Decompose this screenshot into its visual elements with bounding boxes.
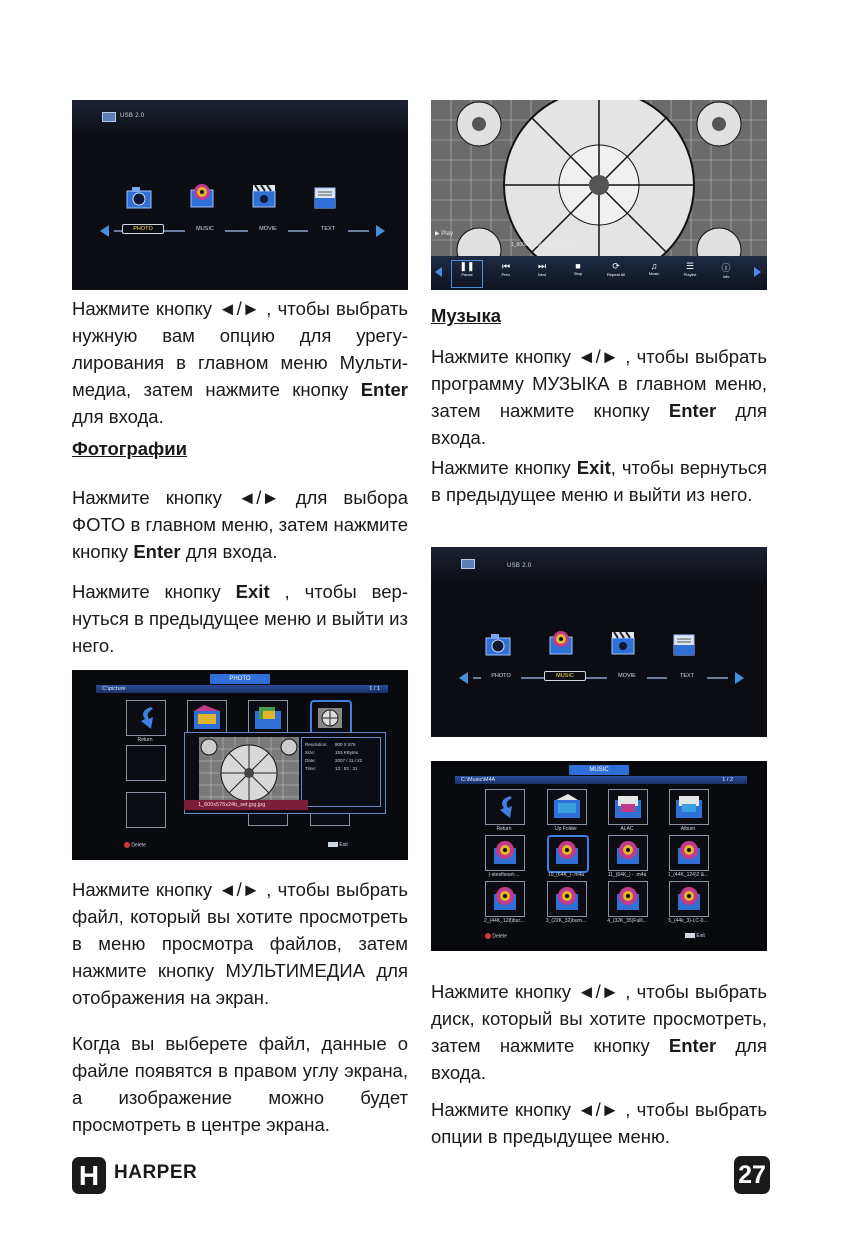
red-button-icon xyxy=(124,842,130,848)
date-label: Date: xyxy=(305,758,316,763)
screen-header xyxy=(72,100,408,138)
tile-label: Return xyxy=(496,826,512,832)
repeat-icon: ⟳ xyxy=(612,261,620,271)
menu-item-music[interactable]: MUSIC xyxy=(185,226,225,232)
source-label: USB 2.0 xyxy=(507,563,532,569)
exit-hint: Exit xyxy=(685,933,705,939)
playback-control-bar xyxy=(431,256,767,290)
exit-key-icon xyxy=(685,933,695,938)
left-para-4: Нажмите кнопку ◄/► , чтобы выбрать файл, который вы хотите просмотреть в меню просмотра файлов, затем нажмите кнопку МУЛЬТИМЕДИА для отображения на экран. xyxy=(72,879,408,1008)
menu-item-text[interactable]: TEXT xyxy=(667,673,707,679)
folder-icon xyxy=(548,790,586,824)
return-arrow-icon xyxy=(486,790,524,824)
heading-music: Музыка xyxy=(431,305,501,326)
harper-brand-name: HARPER xyxy=(114,1162,198,1183)
music-path-bar: C:\Music\M4A 1 / 2 xyxy=(455,776,747,784)
info-icon: ⓘ xyxy=(721,263,731,273)
tile-label: 11_(64K_) - .m4a xyxy=(607,872,647,878)
music-file-tile[interactable] xyxy=(547,881,587,917)
harper-logo-mark: H xyxy=(72,1157,106,1194)
tile-label: Up Folder xyxy=(555,826,577,832)
music-file-tile[interactable] xyxy=(669,835,709,871)
control-left-arrow-icon[interactable] xyxy=(435,267,442,277)
left-para-3: Нажмите кнопку Exit , чтобы вернуться в предыдущее меню и выйти из него. xyxy=(72,581,408,656)
control-right-arrow-icon[interactable] xyxy=(754,267,761,277)
tile-label: 10_(64K_)-.m4a xyxy=(547,872,585,878)
right-arrow-icon[interactable] xyxy=(376,225,385,237)
return-label: Return xyxy=(137,737,153,743)
music-disc-icon xyxy=(486,882,524,916)
delete-hint: Delete xyxy=(124,842,146,848)
folder-tile[interactable] xyxy=(608,789,648,825)
heading-photo: Фотографии xyxy=(72,438,187,459)
right-para-3: Нажмите кнопку ◄/► , чтобы выбрать диск, который вы хотите просмотреть, затем нажмите кнопку Enter для входа. xyxy=(431,981,767,1083)
usb-drive-icon xyxy=(461,559,475,569)
folder-tile[interactable] xyxy=(187,700,227,736)
test-pattern-image xyxy=(431,100,767,260)
tile-label: ALAC xyxy=(620,826,634,832)
photo-camera-icon xyxy=(483,629,513,659)
return-arrow-icon xyxy=(127,701,165,735)
tile-label: 2_(44K_128)bur... xyxy=(483,918,525,924)
photo-page-count: 1 / 1 xyxy=(369,686,380,692)
folder-icon xyxy=(670,790,708,824)
folder-icon xyxy=(609,790,647,824)
right-arrow-icon[interactable] xyxy=(735,672,744,684)
right-para-1: Нажмите кнопку ◄/► , чтобы выбрать программу МУЗЫКА в главном меню, затем нажмите кнопку Enter для входа. xyxy=(431,346,767,448)
red-button-icon xyxy=(485,933,491,939)
menu-item-photo[interactable]: PHOTO xyxy=(122,224,164,234)
folder-tile-2[interactable] xyxy=(669,789,709,825)
time-label: Time: xyxy=(305,766,317,771)
photo-path-bar: C:\picture 1 / 1 xyxy=(96,685,388,693)
left-para-1: Нажмите кнопку ◄/► , чтобы выбрать нужную вам опцию для урегулирования в главном меню Мультимедиа, затем нажмите кнопку Enter для входа. xyxy=(72,298,408,427)
tile-label: 5_(44k_3)-LC-0... xyxy=(668,918,708,924)
tile-label: 3_(22K_32)burn... xyxy=(545,918,587,924)
right-para-4: Нажмите кнопку ◄/► , чтобы выбрать опции в предыдущее меню. xyxy=(431,1099,767,1147)
music-file-tile[interactable] xyxy=(608,835,648,871)
tile-label: 4_(32K_35)Fulli... xyxy=(607,918,647,924)
tile-label: Album xyxy=(680,826,696,832)
music-main-menu-screenshot xyxy=(431,547,767,737)
test-pattern-thumbnail-icon xyxy=(312,702,348,734)
size-label: Size: xyxy=(305,750,316,755)
music-file-tile[interactable] xyxy=(485,881,525,917)
play-icon: ▶ xyxy=(435,231,440,237)
text-document-icon xyxy=(669,629,699,659)
empty-tile xyxy=(126,792,166,828)
return-tile[interactable] xyxy=(485,789,525,825)
music-disc-icon xyxy=(609,882,647,916)
exit-key-icon xyxy=(328,842,338,847)
source-label: USB 2.0 xyxy=(120,113,145,119)
control-repeat[interactable]: ⟳ Repeat All xyxy=(599,261,633,277)
menu-item-music[interactable]: MUSIC xyxy=(544,671,586,681)
photo-info-box xyxy=(301,737,381,807)
screen-header xyxy=(431,547,767,585)
music-browser-screenshot xyxy=(431,761,767,951)
music-disc-icon xyxy=(670,836,708,870)
delete-hint: Delete xyxy=(485,933,507,939)
play-status: ▶ Play xyxy=(435,231,453,237)
folder-tile-2[interactable] xyxy=(248,700,288,736)
test-pattern-preview xyxy=(199,737,299,809)
text-document-icon xyxy=(310,182,340,212)
time-value: 13 : 53 : 31 xyxy=(335,766,358,771)
empty-tile xyxy=(126,745,166,781)
control-pause[interactable]: ❚❚ Pause xyxy=(451,260,483,288)
music-title-tab: MUSIC xyxy=(569,765,629,775)
photo-filename-bar: 1_600x576x24b_set.jpg.jpg xyxy=(184,800,308,810)
main-menu-screenshot xyxy=(72,100,408,290)
menu-navbar xyxy=(459,671,744,685)
date-value: 2007 / 11 / 22 xyxy=(335,758,363,763)
size-value: 153 KBytes xyxy=(335,750,359,755)
control-next[interactable]: ⏭ Next xyxy=(527,261,557,277)
tile-label: (-steelheart-... xyxy=(488,872,520,878)
music-file-tile-selected[interactable] xyxy=(547,835,589,873)
next-icon: ⏭ xyxy=(537,261,547,271)
left-para-5: Когда вы выберете файл, данные о файле появятся в правом углу экрана, а изображение можно будет просмотреть в центре экрана. xyxy=(72,1033,408,1135)
movie-clapper-icon xyxy=(249,180,279,210)
music-file-tile[interactable] xyxy=(485,835,525,871)
menu-item-photo[interactable]: PHOTO xyxy=(481,673,521,679)
page-number: 27 xyxy=(734,1156,770,1194)
control-info[interactable]: ⓘ Info xyxy=(711,261,741,279)
prev-icon: ⏮ xyxy=(501,261,511,271)
left-arrow-icon[interactable] xyxy=(459,672,468,684)
control-music[interactable]: ♫ Music xyxy=(639,261,669,276)
music-disc-icon xyxy=(670,882,708,916)
music-disc-icon xyxy=(486,836,524,870)
folder-icon xyxy=(249,701,287,735)
tile-label: 1_(44K_124)2 &... xyxy=(667,872,709,878)
pause-icon: ❚❚ xyxy=(459,261,475,271)
playlist-icon: ☰ xyxy=(685,261,695,271)
playback-screenshot xyxy=(431,100,767,290)
control-playlist[interactable]: ☰ Playlist xyxy=(675,261,705,277)
music-disc-icon xyxy=(546,627,576,657)
left-arrow-icon[interactable] xyxy=(100,225,109,237)
music-disc-icon xyxy=(549,837,585,869)
music-disc-icon xyxy=(548,882,586,916)
right-para-2: Нажмите кнопку Exit, чтобы вернуться в предыдущее меню и выйти из него. xyxy=(431,457,767,505)
return-tile[interactable] xyxy=(126,700,166,736)
control-stop[interactable]: ■ Stop xyxy=(563,261,593,276)
music-note-icon: ♫ xyxy=(650,261,658,271)
menu-item-text[interactable]: TEXT xyxy=(308,226,348,232)
playback-filename: 1_600x576x24b_set.jpg.jpg xyxy=(511,242,573,248)
photo-camera-icon xyxy=(124,182,154,212)
music-file-tile[interactable] xyxy=(669,881,709,917)
photo-browser-screenshot xyxy=(72,670,408,860)
music-file-tile[interactable] xyxy=(608,881,648,917)
resolution-value: 800 X 576 xyxy=(335,742,356,747)
left-para-2: Нажмите кнопку ◄/► для выбора ФОТО в главном меню, затем нажмите кнопку Enter для входа. xyxy=(72,487,408,562)
stop-icon: ■ xyxy=(575,261,581,271)
menu-navbar xyxy=(100,224,385,238)
menu-item-movie[interactable]: MOVIE xyxy=(607,673,647,679)
folder-icon xyxy=(188,701,226,735)
music-page-count: 1 / 2 xyxy=(722,777,733,783)
usb-drive-icon xyxy=(102,112,116,122)
up-folder-tile[interactable] xyxy=(547,789,587,825)
menu-item-movie[interactable]: MOVIE xyxy=(248,226,288,232)
control-prev[interactable]: ⏮ Prev. xyxy=(491,261,521,277)
movie-clapper-icon xyxy=(608,627,638,657)
music-disc-icon xyxy=(187,180,217,210)
music-disc-icon xyxy=(609,836,647,870)
resolution-label: Resolution: xyxy=(305,742,328,747)
photo-title-tab: PHOTO xyxy=(210,674,270,684)
exit-hint: Exit xyxy=(328,842,348,848)
